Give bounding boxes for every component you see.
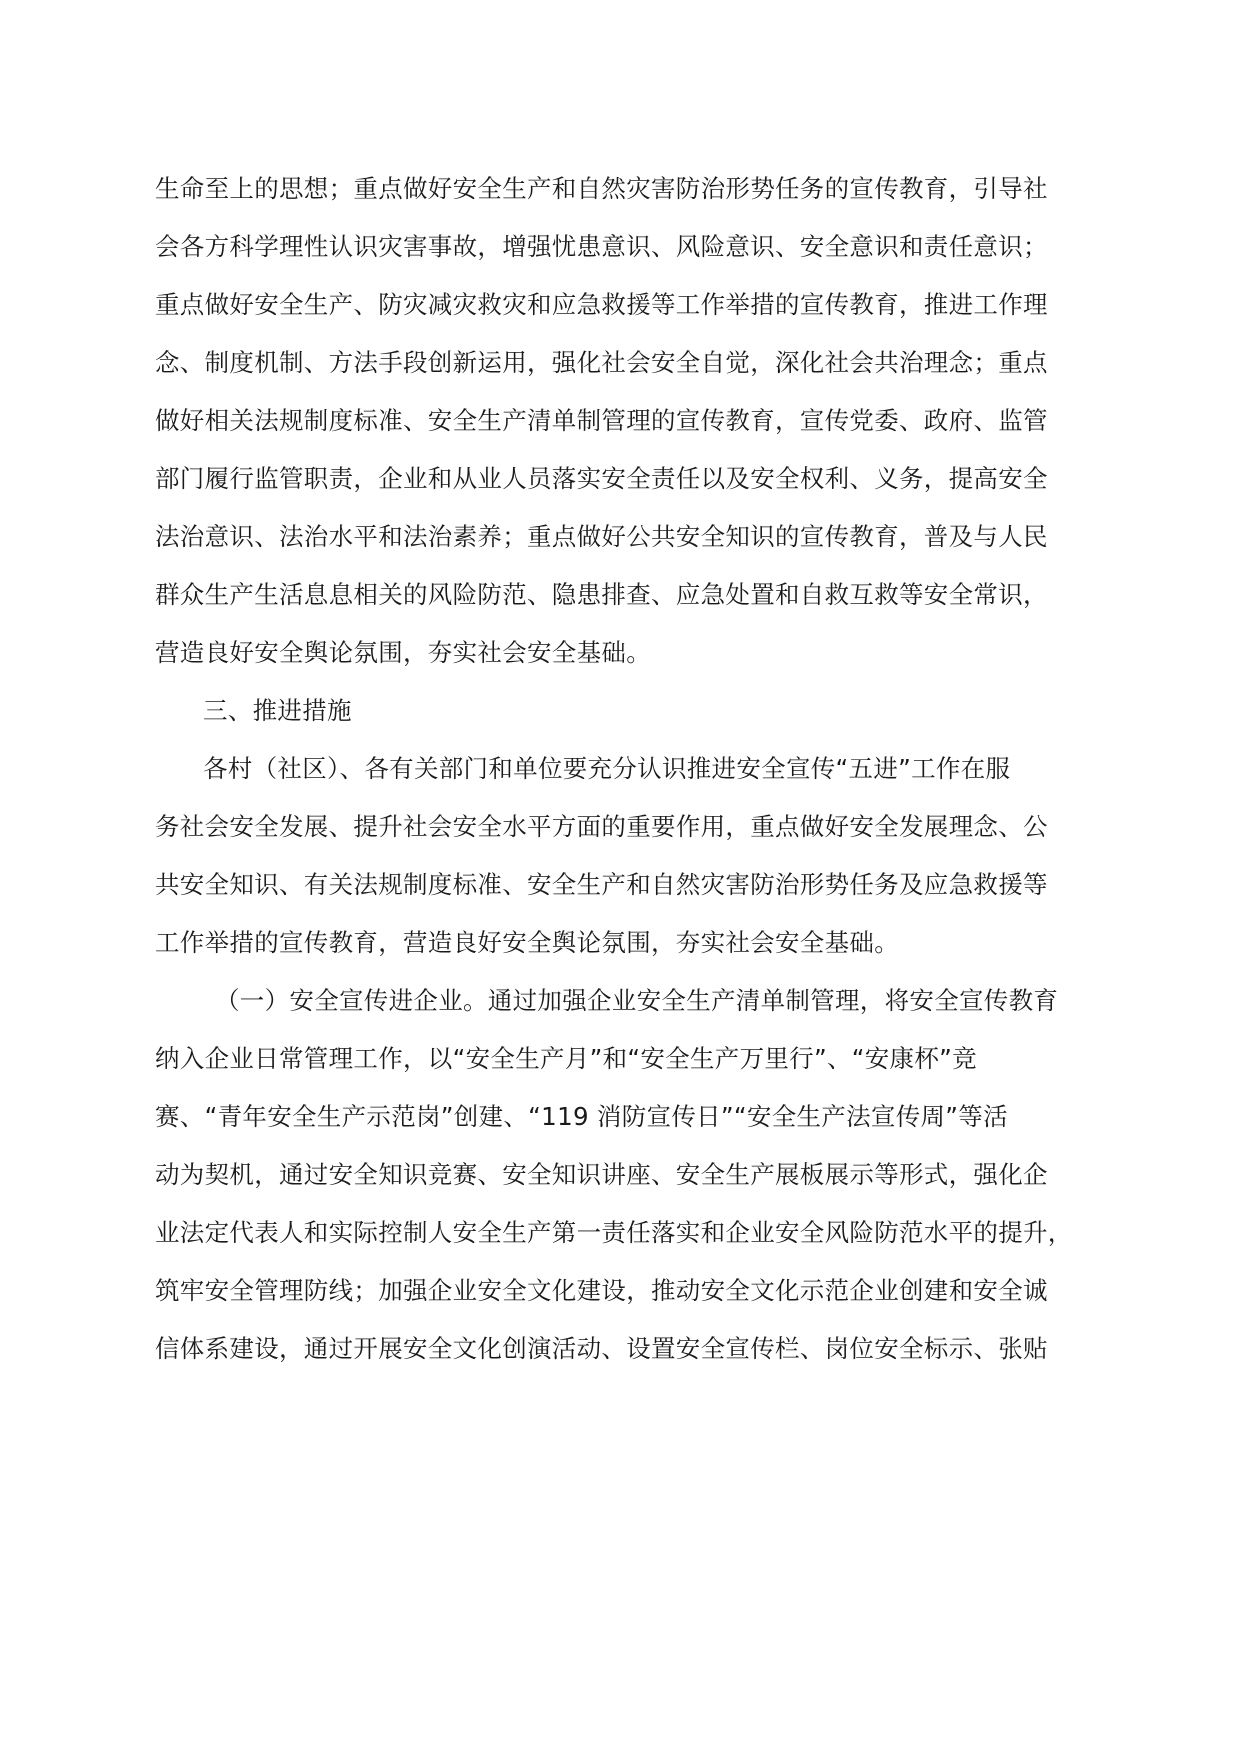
body-text-line: 营造良好安全舆论氛围，夯实社会安全基础。 (155, 638, 651, 667)
body-text-line: 信体系建设，通过开展安全文化创演活动、设置安全宣传栏、岗位安全标示、张贴 (155, 1334, 1048, 1363)
body-text-line: 群众生产生活息息相关的风险防范、隐患排查、应急处置和自救互救等安全常识， (155, 580, 1048, 609)
body-text-line: 做好相关法规制度标准、安全生产清单制管理的宣传教育，宣传党委、政府、监管 (155, 406, 1048, 435)
body-text-line: 部门履行监管职责，企业和从业人员落实安全责任以及安全权利、义务，提高安全 (155, 464, 1048, 493)
body-text-line: 共安全知识、有关法规制度标准、安全生产和自然灾害防治形势任务及应急救援等 (155, 870, 1048, 899)
body-text-line: 各村（社区）、各有关部门和单位要充分认识推进安全宣传“五进”工作在服 (203, 754, 1011, 783)
body-text-line: 务社会安全发展、提升社会安全水平方面的重要作用，重点做好安全发展理念、公 (155, 812, 1048, 841)
body-text-line: 纳入企业日常管理工作，以“安全生产月”和“安全生产万里行”、“安康杯”竞 (155, 1044, 977, 1073)
body-text-line: 赛、“青年安全生产示范岗”创建、“119 消防宣传日”“安全生产法宣传周”等活 (155, 1102, 1008, 1131)
body-text-line: 重点做好安全生产、防灾减灾救灾和应急救援等工作举措的宣传教育，推进工作理 (155, 290, 1048, 319)
body-text-line: 会各方科学理性认识灾害事故，增强忧患意识、风险意识、安全意识和责任意识； (155, 232, 1048, 261)
body-text-line: 法治意识、法治水平和法治素养；重点做好公共安全知识的宣传教育，普及与人民 (155, 522, 1048, 551)
body-text-line: 工作举措的宣传教育，营造良好安全舆论氛围，夯实社会安全基础。 (155, 928, 899, 957)
body-text-line: 念、制度机制、方法手段创新运用，强化社会安全自觉，深化社会共治理念；重点 (155, 348, 1048, 377)
subsection-lead-line: （一）安全宣传进企业。通过加强企业安全生产清单制管理，将安全宣传教育 (215, 986, 1059, 1015)
body-text-line: 动为契机，通过安全知识竞赛、安全知识讲座、安全生产展板展示等形式，强化企 (155, 1160, 1048, 1189)
body-text-line: 筑牢安全管理防线；加强企业安全文化建设，推动安全文化示范企业创建和安全诚 (155, 1276, 1048, 1305)
section-heading: 三、推进措施 (203, 696, 352, 725)
body-text-line: 业法定代表人和实际控制人安全生产第一责任落实和企业安全风险防范水平的提升， (155, 1218, 1073, 1247)
body-text-line: 生命至上的思想；重点做好安全生产和自然灾害防治形势任务的宣传教育，引导社 (155, 174, 1048, 203)
